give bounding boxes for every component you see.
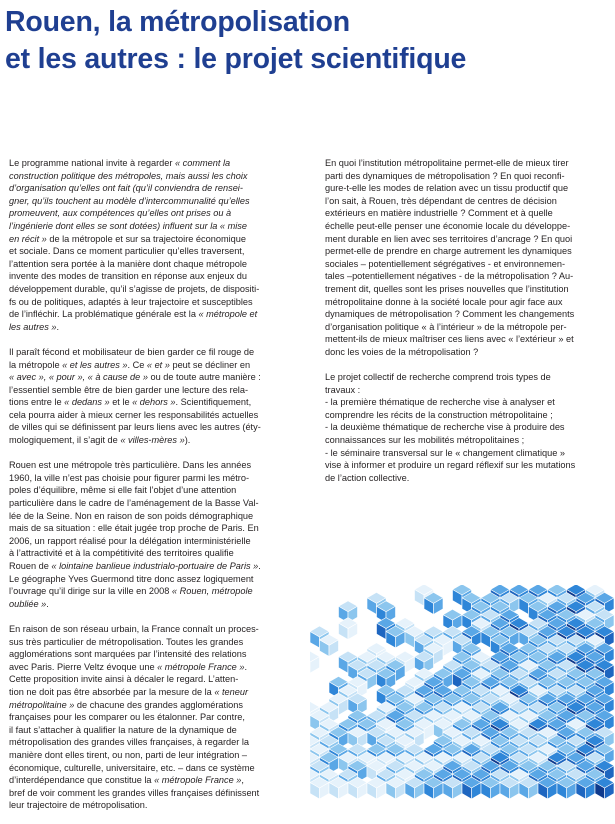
title-line-1: Rouen, la métropolisation <box>5 6 350 38</box>
text-line <box>9 308 301 321</box>
text-line <box>9 598 301 611</box>
paragraph <box>9 346 301 447</box>
text-line <box>9 245 301 258</box>
text-run: leur trajectoire de métropolisation. <box>9 800 148 811</box>
italic-run: métropolitaine » <box>9 699 75 710</box>
text-run: extérieurs en matière industrielle ? Comment et à quelle <box>325 208 553 219</box>
italic-run: « dehors » <box>132 397 176 408</box>
text-line <box>9 421 301 434</box>
text-line <box>325 283 610 296</box>
text-run: trement dit, quelles sont les prises nouvelles que l’institution <box>325 283 569 294</box>
italic-run: « Rouen, métropole <box>171 586 253 597</box>
text-run: - le séminaire transversal sur le « changement climatique » <box>325 447 566 458</box>
text-run: 2006, un rapport réalisé pour la délégation interministérielle <box>9 535 251 546</box>
italic-run: « métropole France » <box>154 775 242 786</box>
text-run: de l’action collective. <box>325 472 410 483</box>
text-line <box>9 396 301 409</box>
italic-run: construction politique des métropoles, mais aussi les choix <box>9 170 248 181</box>
text-run: Cette proposition invite ainsi à décaler le regard. L’atten- <box>9 674 239 685</box>
text-run: permet-elle de prendre en charge autrement les dynamiques <box>325 246 572 257</box>
italic-run: « villes-mères » <box>120 435 185 446</box>
text-line <box>325 434 610 447</box>
text-run: . <box>244 661 247 672</box>
text-line <box>9 182 301 195</box>
text-line <box>325 308 610 321</box>
text-line <box>9 699 301 712</box>
italic-run: « et » <box>146 359 170 370</box>
text-run: Le projet collectif de recherche comprend trois types de <box>325 372 551 383</box>
text-line <box>9 648 301 661</box>
text-run: Le géographe Yves Guermond titre donc assez logiquement <box>9 573 254 584</box>
italic-run: « métropole et <box>198 309 258 320</box>
text-line <box>9 510 301 523</box>
text-line <box>325 346 610 359</box>
text-run: métropolitaine donne à la société locale pour agir face aux <box>325 296 563 307</box>
text-line <box>9 233 301 246</box>
title-line-2: et les autres : le projet scientifique <box>5 43 467 75</box>
text-run: avec Paris. Pierre Veltz évoque une <box>9 661 158 672</box>
text-run: - la première thématique de recherche vise à analyser et <box>325 397 555 408</box>
text-line <box>9 585 301 598</box>
text-run: tions entre le <box>9 397 65 408</box>
text-run: ment durable en lien avec ses territoires d’ancrage ? En quoi <box>325 233 573 244</box>
text-line <box>325 459 610 472</box>
text-line <box>325 258 610 271</box>
text-line <box>9 459 301 472</box>
text-line <box>9 749 301 762</box>
paragraph <box>325 157 610 359</box>
text-line <box>325 472 610 485</box>
italic-run: en récit » <box>9 233 47 244</box>
text-run: tion ne doit pas être absorbée par la mesure de la <box>9 686 215 697</box>
text-run: sociales – potentiellement ségrégatives - et environnemen- <box>325 258 566 269</box>
text-line <box>325 409 610 422</box>
text-line <box>325 195 610 208</box>
text-line <box>9 346 301 359</box>
text-line <box>325 182 610 195</box>
text-line <box>325 170 610 183</box>
text-run: particulière dans le cadre de l’aménagement de la Basse Val- <box>9 498 259 509</box>
text-line <box>9 623 301 636</box>
text-line <box>9 258 301 271</box>
italic-run: oubliée » <box>9 598 47 609</box>
text-run: mologiquement, il s’agit de <box>9 435 121 446</box>
italic-run: « teneur <box>214 686 249 697</box>
italic-run: « dedans » <box>64 397 110 408</box>
text-line <box>9 724 301 737</box>
paragraph <box>9 623 301 812</box>
text-line <box>325 157 610 170</box>
text-line <box>325 296 610 309</box>
text-run: il faut s’attacher à qualifier la nature de la dynamique de <box>9 724 237 735</box>
text-line <box>325 220 610 233</box>
right-column <box>325 157 610 497</box>
text-run: l’on sait, à Rouen, très dépendant de centres de décision <box>325 195 557 206</box>
text-line <box>325 396 610 409</box>
text-line <box>9 270 301 283</box>
text-run: d’organisation politique « à l’intérieur » de la métropole per- <box>325 321 567 332</box>
text-line <box>9 636 301 649</box>
italic-run: les autres » <box>9 321 57 332</box>
text-run: En raison de son réseau urbain, la France connaît un proces- <box>9 623 259 634</box>
text-line <box>325 321 610 334</box>
text-run: En quoi l’institution métropolitaine permet-elle de mieux tirer <box>325 158 569 168</box>
text-run: connaissances sur les mobilités métropolitaines ; <box>325 435 525 446</box>
text-run: mettent-ils de mieux maîtriser ces liens avec « l’extérieur » et <box>325 334 574 345</box>
text-line <box>9 774 301 787</box>
text-line <box>9 371 301 384</box>
text-run: et le <box>109 397 133 408</box>
text-run: d’interdépendance que constitue la <box>9 775 155 786</box>
text-line <box>325 270 610 283</box>
text-line <box>325 384 610 397</box>
text-run: comprendre les récits de la construction métropolitaine ; <box>325 409 553 420</box>
text-run: . Scientifiquement, <box>175 397 252 408</box>
text-line <box>9 497 301 510</box>
text-run: l’attention sera portée à la manière dont chaque métropole <box>9 258 248 269</box>
text-run: . Ce <box>127 359 147 370</box>
paragraph <box>9 157 301 333</box>
text-line <box>325 447 610 460</box>
text-line <box>9 409 301 422</box>
text-run: de l’infléchir. La problématique générale est la <box>9 309 199 320</box>
text-run: métropolisation des grandes villes françaises, à regarder la <box>9 737 250 748</box>
italic-run: « métropole France » <box>157 661 245 672</box>
text-line <box>9 207 301 220</box>
text-line <box>9 484 301 497</box>
text-run: Il paraît fécond et mobilisateur de bien garder ce fil rouge de <box>9 346 255 357</box>
text-run: de la métropole et sur sa trajectoire économique <box>46 233 246 244</box>
text-run: ou de toute autre manière : <box>147 372 261 383</box>
text-run: poles d’équilibre, même si elle fait l’objet d’une attention <box>9 485 237 496</box>
text-run: lée de la Seine. Non en raison de son poids démographique <box>9 510 254 521</box>
text-line <box>325 245 610 258</box>
text-run: de chacune des grandes agglomérations <box>74 699 243 710</box>
italic-run: « comment la <box>174 158 231 168</box>
text-run: . <box>46 598 49 609</box>
text-run: cela pourra aider à mieux cerner les responsabilités actuelles <box>9 409 259 420</box>
text-line <box>9 762 301 775</box>
text-line <box>9 283 301 296</box>
text-run: de villes qui se définissent par leurs liens avec les autres (éty- <box>9 422 261 433</box>
italic-run: « lointaine banlieue industrialo-portuaire de Paris » <box>51 561 259 571</box>
text-run: Rouen est une métropole très particulière. Dans les années <box>9 460 252 471</box>
text-run: travaux : <box>325 384 361 395</box>
text-run: tales –potentiellement négatives - de la métropolisation ? Au- <box>325 271 574 282</box>
text-line <box>9 535 301 548</box>
cube-mosaic-decoration <box>310 585 615 807</box>
text-line <box>9 673 301 686</box>
text-run: peut se décliner en <box>169 359 251 370</box>
text-line <box>9 787 301 800</box>
text-run: sus très particulier de métropolisation. Toutes les grandes <box>9 636 244 647</box>
left-column <box>9 157 301 824</box>
text-line <box>9 711 301 724</box>
text-run: , <box>241 775 244 786</box>
text-run: Rouen de <box>9 561 52 571</box>
text-run: à l’attractivité et à la compétitivité des territoires qualifie <box>9 548 234 559</box>
text-run: dynamiques de métropolisation ? Comment les changements <box>325 309 575 320</box>
text-line <box>325 233 610 246</box>
text-line <box>9 195 301 208</box>
text-run: françaises pour les comparer ou les étalonner. Par contre, <box>9 712 245 723</box>
text-run: l’essentiel semble être de bien garder une lecture des rela- <box>9 384 249 395</box>
text-run: bref de voir comment les grandes villes françaises définissent <box>9 787 260 798</box>
paragraph <box>9 459 301 610</box>
text-line <box>9 736 301 749</box>
text-run: et sociale. Dans ce moment particulier qu’elles traversent, <box>9 246 245 257</box>
text-line <box>325 421 610 434</box>
text-line <box>9 573 301 586</box>
text-line <box>9 547 301 560</box>
text-line <box>9 799 301 812</box>
italic-run: gner, qu’ils touchent au modèle d’intercommunalité qu’elles <box>9 195 250 206</box>
text-line <box>9 686 301 699</box>
text-run: économique, culturelle, universitaire, etc. – dans ce système <box>9 762 255 773</box>
text-line <box>325 371 610 384</box>
text-line <box>9 384 301 397</box>
text-line <box>325 333 610 346</box>
text-line <box>9 560 301 573</box>
text-line <box>9 661 301 674</box>
text-line <box>9 220 301 233</box>
text-run: . <box>258 561 261 571</box>
italic-run: « avec », « pour », « à cause de » <box>9 372 148 383</box>
text-run: donc les voies de la métropolisation ? <box>325 346 479 357</box>
italic-run: d’organisation qu’elles ont fait (qu’il conviendra de rensei- <box>9 183 243 194</box>
paragraph <box>325 371 610 484</box>
text-run: ). <box>184 435 191 446</box>
text-run: échelle peut-elle penser une économie locale du développe- <box>325 220 571 231</box>
italic-run: promeuvent, aux compétences qu’elles ont prises ou à <box>9 208 232 219</box>
text-line <box>9 434 301 447</box>
italic-run: l’ingénierie dont elles se sont dotées) influent sur la « mise <box>9 220 247 231</box>
text-run: vise à informer et produire un regard réflexif sur les mutations <box>325 460 576 471</box>
text-run: fs ou de politiques, adaptés à leur trajectoire et susceptibles <box>9 296 253 307</box>
text-line <box>9 296 301 309</box>
text-line <box>9 170 301 183</box>
text-run: invente des modes de transition en réponse aux enjeux du <box>9 271 248 282</box>
text-run: 1960, la ville n’est pas choisie pour figurer parmi les métro- <box>9 472 250 483</box>
italic-run: « et les autres » <box>62 359 128 370</box>
text-run: agglomérations sont marquées par l’intensité des relations <box>9 649 247 660</box>
text-line <box>9 359 301 372</box>
text-line <box>325 207 610 220</box>
text-line <box>9 472 301 485</box>
text-run: mais de sa situation : elle était jugée trop proche de Paris. En <box>9 523 259 534</box>
text-run: Le programme national invite à regarder <box>9 158 175 168</box>
text-line <box>9 321 301 334</box>
text-run: - la deuxième thématique de recherche vise à produire des <box>325 422 565 433</box>
text-run: l’ouvrage qu’il dirige sur la ville en 2008 <box>9 586 172 597</box>
page-title <box>5 4 605 78</box>
text-line <box>9 157 301 170</box>
text-run: parti des dynamiques de métropolisation ? En quoi reconfi- <box>325 170 565 181</box>
text-run: développement durable, qu’il s’agisse de projets, de dispositi- <box>9 283 260 294</box>
text-run: manière dont elles tirent, ou non, parti de leur intégration – <box>9 749 248 760</box>
text-line <box>9 522 301 535</box>
text-run: la métropole <box>9 359 63 370</box>
text-run: gure-t-elle les modes de relation avec un tissu productif que <box>325 183 569 194</box>
text-run: . <box>56 321 60 332</box>
